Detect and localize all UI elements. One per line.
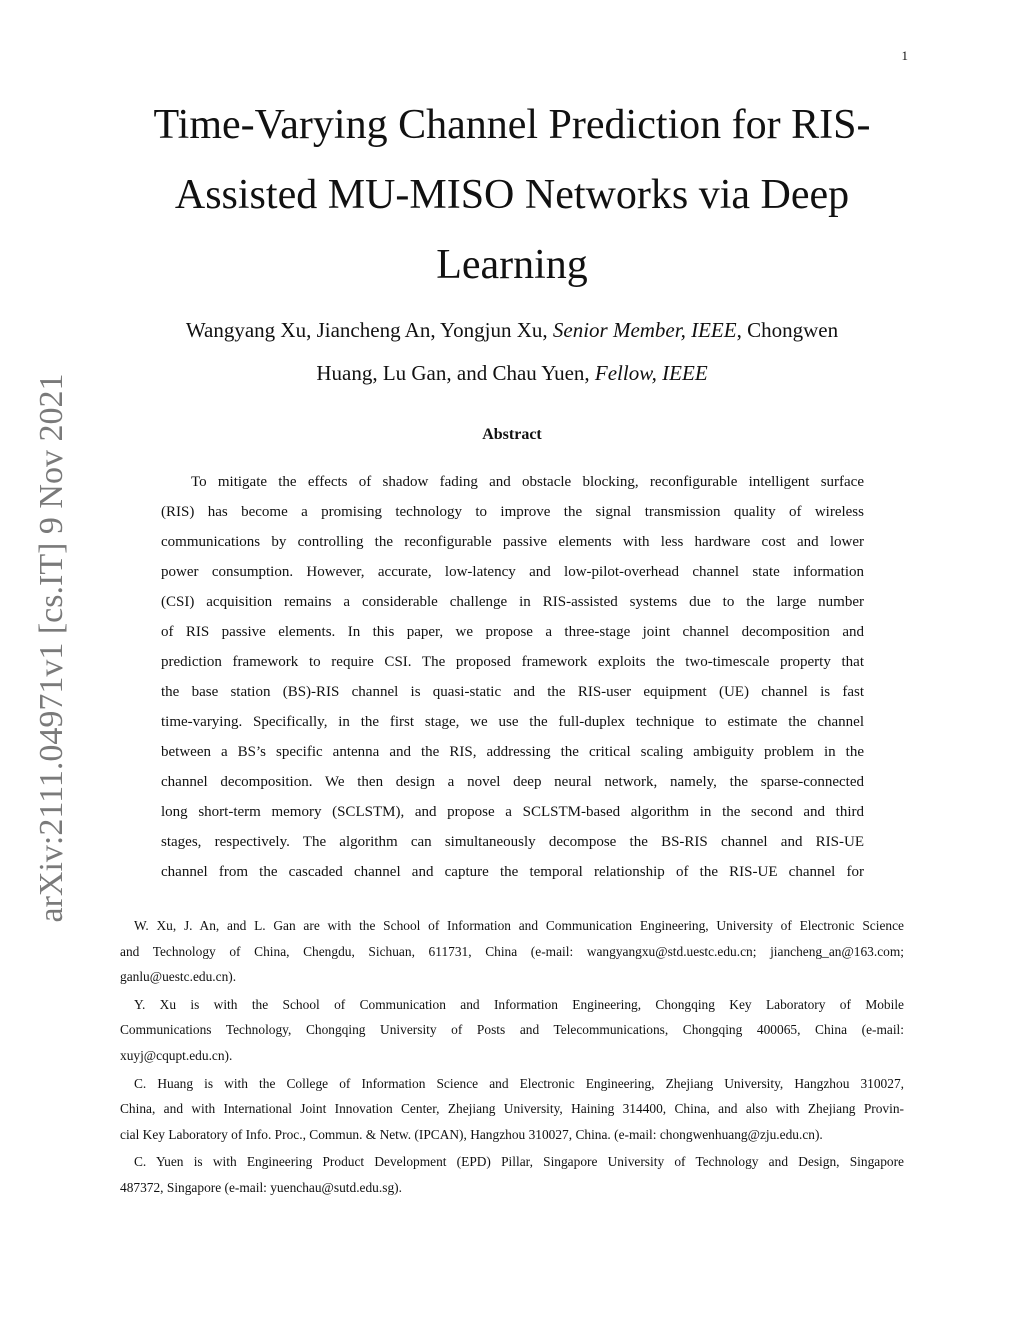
paper-title: Time-Varying Channel Prediction for RIS-Assisted MU-MISO Networks via Deep Learning bbox=[153, 102, 871, 288]
abstract-line: (CSI) acquisition remains a considerable challenge in RIS-assisted systems due to the large number bbox=[161, 594, 864, 610]
footnote-line: W. Xu, J. An, and L. Gan are with the School of Information and Communication Engineering, University of Electronic Science bbox=[134, 918, 904, 933]
author-names-1b: , Chongwen bbox=[736, 318, 839, 342]
footnote bbox=[120, 913, 904, 990]
footnote-line: Y. Xu is with the School of Communication and Information Engineering, Chongqing Key Laboratory of Mobile bbox=[134, 996, 904, 1012]
abstract-line: (RIS) has become a promising technology to improve the signal transmission quality of wireless bbox=[161, 504, 864, 520]
abstract-line: time-varying. Specifically, in the first stage, we use the full-duplex technique to estimate the channel bbox=[161, 714, 864, 730]
abstract-body bbox=[161, 467, 864, 887]
abstract-line: of RIS passive elements. In this paper, we propose a three-stage joint channel decomposition and bbox=[161, 624, 864, 640]
arxiv-identifier-stamp: arXiv:2111.04971v1 [cs.IT] 9 Nov 2021 bbox=[33, 373, 70, 923]
author-role-senior-member: Senior Member, IEEE bbox=[552, 318, 737, 342]
footnote-line: C. Huang is with the College of Information Science and Electronic Engineering, Zhejiang University, Hangzhou 310027, bbox=[134, 1075, 904, 1091]
author-line-1 bbox=[110, 309, 914, 352]
abstract-line: between a BS’s specific antenna and the RIS, addressing the critical scaling ambiguity problem in the bbox=[161, 744, 864, 760]
footnote-line: C. Yuen is with Engineering Product Development (EPD) Pillar, Singapore University of Technology and Design, Singapore bbox=[134, 1154, 904, 1170]
abstract-line: channel from the cascaded channel and capture the temporal relationship of the RIS-UE channel for bbox=[161, 864, 864, 880]
footnote-line: ganlu@uestc.edu.cn). bbox=[120, 969, 237, 985]
author-line-2 bbox=[110, 352, 914, 395]
abstract-line: channel decomposition. We then design a novel deep neural network, namely, the sparse-connected bbox=[161, 774, 864, 790]
footnote bbox=[120, 992, 904, 1069]
author-role-fellow: Fellow, IEEE bbox=[594, 361, 708, 385]
author-names-2a: Huang, Lu Gan, and Chau Yuen, bbox=[316, 361, 595, 385]
footnote bbox=[120, 1071, 904, 1148]
footnote bbox=[120, 1149, 904, 1200]
footnote-line: and Technology of China, Chengdu, Sichuan, 611731, China (e-mail: wangyangxu@std.uestc.edu.cn; jiancheng_an@163.com; bbox=[120, 943, 904, 959]
footnote-line: cial Key Laboratory of Info. Proc., Commun. & Netw. (IPCAN), Hangzhou 310027, China. (e-mail: chongwenhuang@zju.edu.cn). bbox=[120, 1126, 823, 1142]
abstract-line: To mitigate the effects of shadow fading and obstacle blocking, reconfigurable intelligent surface bbox=[191, 474, 864, 490]
author-names-1a: Wangyang Xu, Jiancheng An, Yongjun Xu, bbox=[185, 318, 553, 342]
abstract-line: long short-term memory (SCLSTM), and propose a SCLSTM-based algorithm in the second and third bbox=[161, 804, 864, 820]
abstract-line: the base station (BS)-RIS channel is quasi-static and the RIS-user equipment (UE) channel is fast bbox=[161, 684, 864, 700]
abstract-line: power consumption. However, accurate, low-latency and low-pilot-overhead channel state information bbox=[161, 564, 864, 580]
abstract-line: prediction framework to require CSI. The proposed framework exploits the two-timescale property that bbox=[161, 654, 864, 670]
abstract-heading: Abstract bbox=[482, 426, 542, 443]
abstract-line: stages, respectively. The algorithm can simultaneously decompose the BS-RIS channel and RIS-UE bbox=[161, 834, 864, 850]
footnote-line: Communications Technology, Chongqing University of Posts and Telecommunications, Chongqing 400065, China (e-mail: bbox=[120, 1022, 904, 1038]
author-list bbox=[110, 309, 914, 395]
footnote-line: xuyj@cqupt.edu.cn). bbox=[120, 1047, 233, 1063]
footnote-line: China, and with International Joint Innovation Center, Zhejiang University, Haining 314400, China, and also with Zhejiang Provin- bbox=[120, 1101, 904, 1117]
affiliation-footnotes bbox=[120, 913, 904, 1203]
abstract-line: communications by controlling the reconfigurable passive elements with less hardware cost and lower bbox=[161, 534, 864, 550]
page-number: 1 bbox=[901, 48, 908, 63]
footnote-line: 487372, Singapore (e-mail: yuenchau@sutd.edu.sg). bbox=[120, 1179, 402, 1195]
